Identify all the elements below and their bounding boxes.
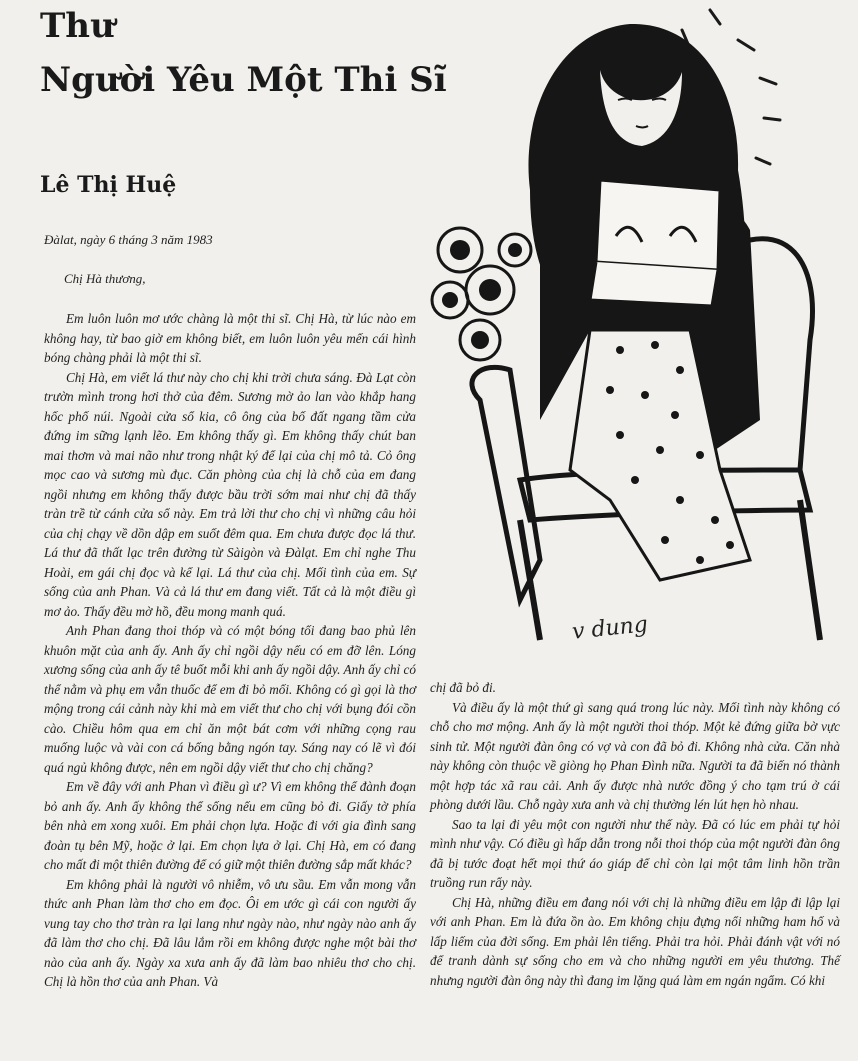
paragraph: Chị Hà, em viết lá thư này cho chị khi trời chưa sáng. Đà Lạt còn trườn mình trong hơi thở của đêm. Sương mờ ảo lan vào khắp hang hốc phố núi. Ngoài cửa sổ kia, cô ông của bố đất ngang tầm cửa đứng im sững lạnh lẽo. Em không thấy gì. Em không thấy chút ban mai thơm và mai não như trong nhật ký để lại của chị mô tả. Cỏ ông mọc cao và sương mù đục. Căn phòng của chị là chỗ của em đang ngồi nhưng em không thấy được bầu trời sớm mai như chị đã thấy tràn trề từ cánh cửa sổ này. Em trả lời thư cho chị vì những câu hỏi của chị chạy về dồn dập em suốt đêm qua. Em chưa được đọc lá thư. Lá thư đã thất lạc trên đường từ Sàigòn và Đàlạt. Em chỉ nghe Thu Hoài, em gái chị đọc và kể lại. Lá thư của chị. Mối tình của em. Sự sống của anh Phan. Và cả lá thư em đang viết. Tất cả là một điều gì mơ ảo. Thấy đều mờ hồ, đều mong manh quá.	[44, 369, 416, 619]
illustration-woman-reading	[420, 0, 858, 670]
paragraph: chị đã bỏ đi.	[430, 680, 496, 695]
title-line-1: Thư	[40, 6, 115, 46]
paragraph: Em không phải là người vô nhiễm, vô ưu sầu. Em vẫn mong vẫn thức anh Phan làm thơ cho em đọc. Ôi em ước gì cái con người ấy vung tay cho thơ tràn ra lại lang như ngày nào, như ngày nào anh ấy đã làm thơ cho chị. Đã lâu lắm rồi em không được nghe một bài thơ nào của anh ấy. Ngày xa xưa anh ấy đã làm bao nhiêu thơ cho chị. Chị là hồn thơ của anh Phan. Và	[44, 876, 416, 989]
right-column	[430, 678, 840, 990]
salutation: Chị Hà thương,	[64, 271, 146, 286]
left-column	[44, 309, 416, 992]
illustrator-signature: v dung	[570, 612, 650, 645]
paragraph: Em về đây với anh Phan vì điều gì ư? Vì em không thể đành đoạn bỏ anh ấy. Anh ấy không thể sống nếu em cũng bỏ đi. Giấy tờ phía bên nhà em xong xuôi. Em phải chọn lựa. Hoặc đi với gia đình sang đoàn tụ bên Mỹ, hoặc ở lại. Em chọn lựa ở lại. Chị Hà, em có đang cho mất đi một thiên đường để có giữ một thiên đường sắp mất khác?	[44, 779, 416, 872]
paragraph: Anh Phan đang thoi thóp và có một bóng tối đang bao phủ lên khuôn mặt của anh ấy. Anh ấy chỉ ngồi dậy nếu có em đỡ lên. Lóng xương sống của anh ấy tê buốt mỗi khi anh ấy ngồi dậy. Anh ấy chỉ có thể nằm và phụ em vẫn thuốc để em đi bỏ mối. Không có gì gọi là thơ mộng trong cái cảnh này khi mà em viết thư cho chị với bụng đói cồn cào. Chiều hôm qua em chỉ ăn một bát cơm với những cọng rau muống luộc và vài con cá bống bằng ngón tay. Sáng nay có lẽ vì đói quá ngủ không được, nên em ngồi dậy viết thư cho chị chăng?	[44, 623, 416, 775]
title-line-2: Người Yêu Một Thi Sĩ	[40, 60, 447, 100]
paragraph: Em luôn luôn mơ ước chàng là một thi sĩ. Chị Hà, từ lúc nào em không hay, từ bao giờ em không biết, em luôn luôn yêu mến cái hình bóng chàng phải là một thi sĩ.	[44, 311, 416, 365]
author-name: Lê Thị Huệ	[40, 172, 177, 198]
paragraph: Và điều ấy là một thứ gì sang quá trong lúc này. Mối tình này không có chỗ cho mơ mộng. Anh ấy là một người thoi thóp. Một kẻ đứng giữa bờ vực sinh tử. Một người đàn ông có vợ và con đã bỏ đi. Không nhà cửa. Căn nhà này không còn thuộc về giòng họ Phan Đình nữa. Người ta đã biến nó thành một hợp tác xã rau cải. Anh ấy được nhà nước đồng ý cho tạm trú ở cái phòng dưới lầu. Chỗ ngày xưa anh và chị thường lén lút hẹn hò nhau.	[430, 699, 840, 812]
paragraph: Chị Hà, những điều em đang nói với chị là những điều em lập đi lập lại với anh Phan. Em là đứa ồn ào. Em không chịu đựng nổi những ham hố và lấp liếm của đời sống. Em phải lên tiếng. Phải tra hỏi. Phải đánh vật với nó để tranh dành sự sống cho em và cho những người em yêu thương. Thế nhưng người đàn ông này thì đang im lặng quá làm em ngán ngẩm. Có khi	[430, 894, 840, 988]
paragraph: Sao ta lại đi yêu một con người như thế này. Đã có lúc em phải tự hỏi mình như vậy. Có điều gì hấp dẫn trong nỗi thoi thóp của một người đàn ông đã bị tước đoạt hết mọi thứ áo giáp để chỉ còn lại một tâm linh hồn trần truồng run rẩy này.	[430, 816, 840, 890]
dateline: Đàlat, ngày 6 tháng 3 năm 1983	[44, 232, 213, 247]
